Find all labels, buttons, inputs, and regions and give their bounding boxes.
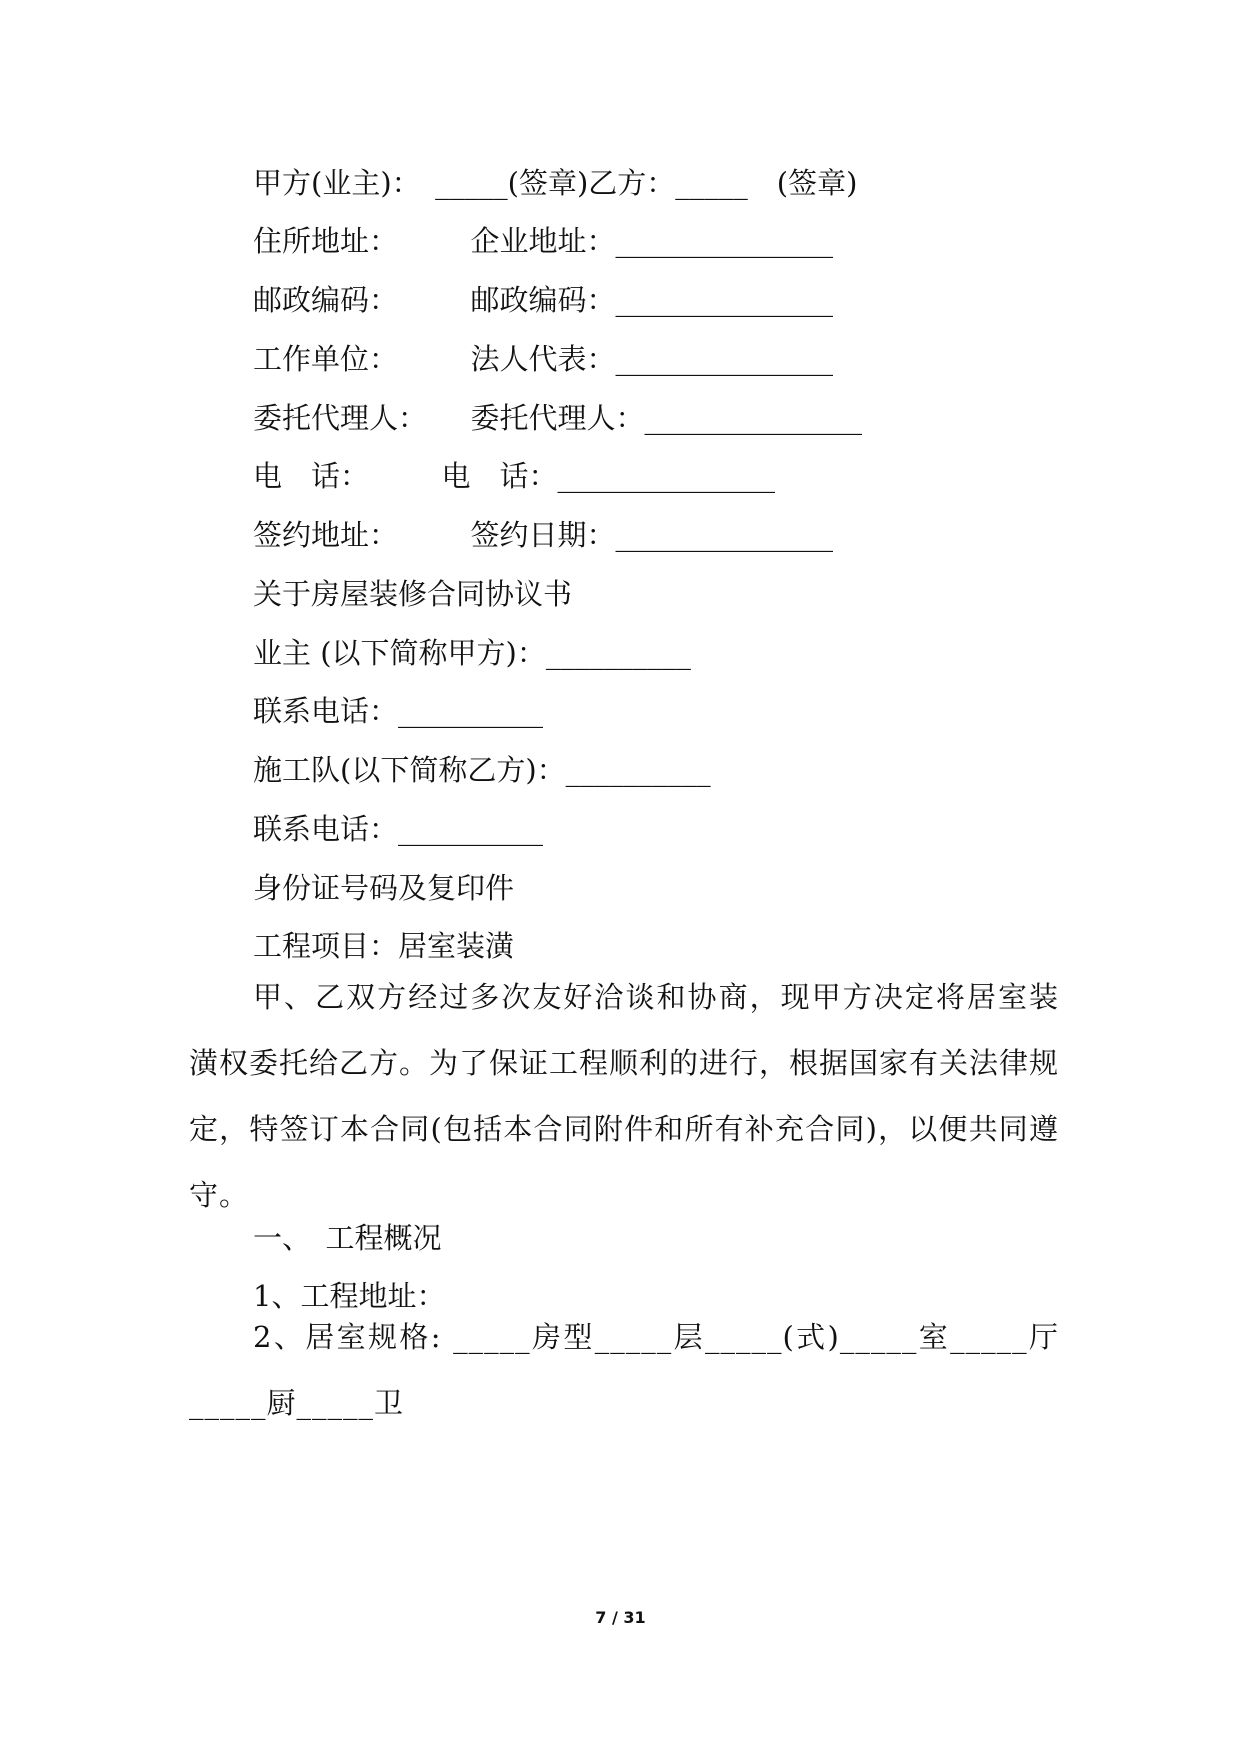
address-line: 住所地址： 企业地址：_______________: [253, 224, 834, 258]
item-room-spec: 2、居室规格: _____房型_____层_____(式)_____室_____厅_____厨_____卫: [189, 1320, 1059, 1420]
postcode-line: 邮政编码： 邮政编码：_______________: [253, 283, 834, 317]
team-phone-line: 联系电话：__________: [253, 812, 544, 846]
phone-line: 电 话： 电 话：_______________: [253, 459, 776, 493]
sign-place-date-line: 签约地址： 签约日期：_______________: [253, 518, 834, 552]
project-line: 工程项目：居室装潢: [253, 929, 515, 963]
id-card-line: 身份证号码及复印件: [253, 871, 515, 905]
item-project-address: 1、工程地址：: [253, 1279, 446, 1313]
intro-paragraph: 甲、乙双方经过多次友好洽谈和协商，现甲方决定将居室装潢权委托给乙方。为了保证工程顺利的进行，根据国家有关法律规定，特签订本合同(包括本合同附件和所有补充合同)，以便共同遵守。: [189, 980, 1060, 1212]
work-unit-line: 工作单位： 法人代表：_______________: [253, 342, 834, 376]
page-number: 7 / 31: [595, 1608, 646, 1627]
party-a-signature-line: 甲方(业主)： _____(签章)乙方：_____ (签章): [253, 166, 858, 200]
construction-team-line: 施工队(以下简称乙方)：__________: [253, 753, 711, 787]
owner-phone-line: 联系电话：__________: [253, 694, 544, 728]
owner-line: 业主 (以下简称甲方)：__________: [253, 636, 691, 670]
agent-line: 委托代理人： 委托代理人：_______________: [253, 401, 863, 435]
contract-title: 关于房屋装修合同协议书: [253, 577, 573, 611]
section-one-heading: 一、 工程概况: [253, 1221, 442, 1255]
